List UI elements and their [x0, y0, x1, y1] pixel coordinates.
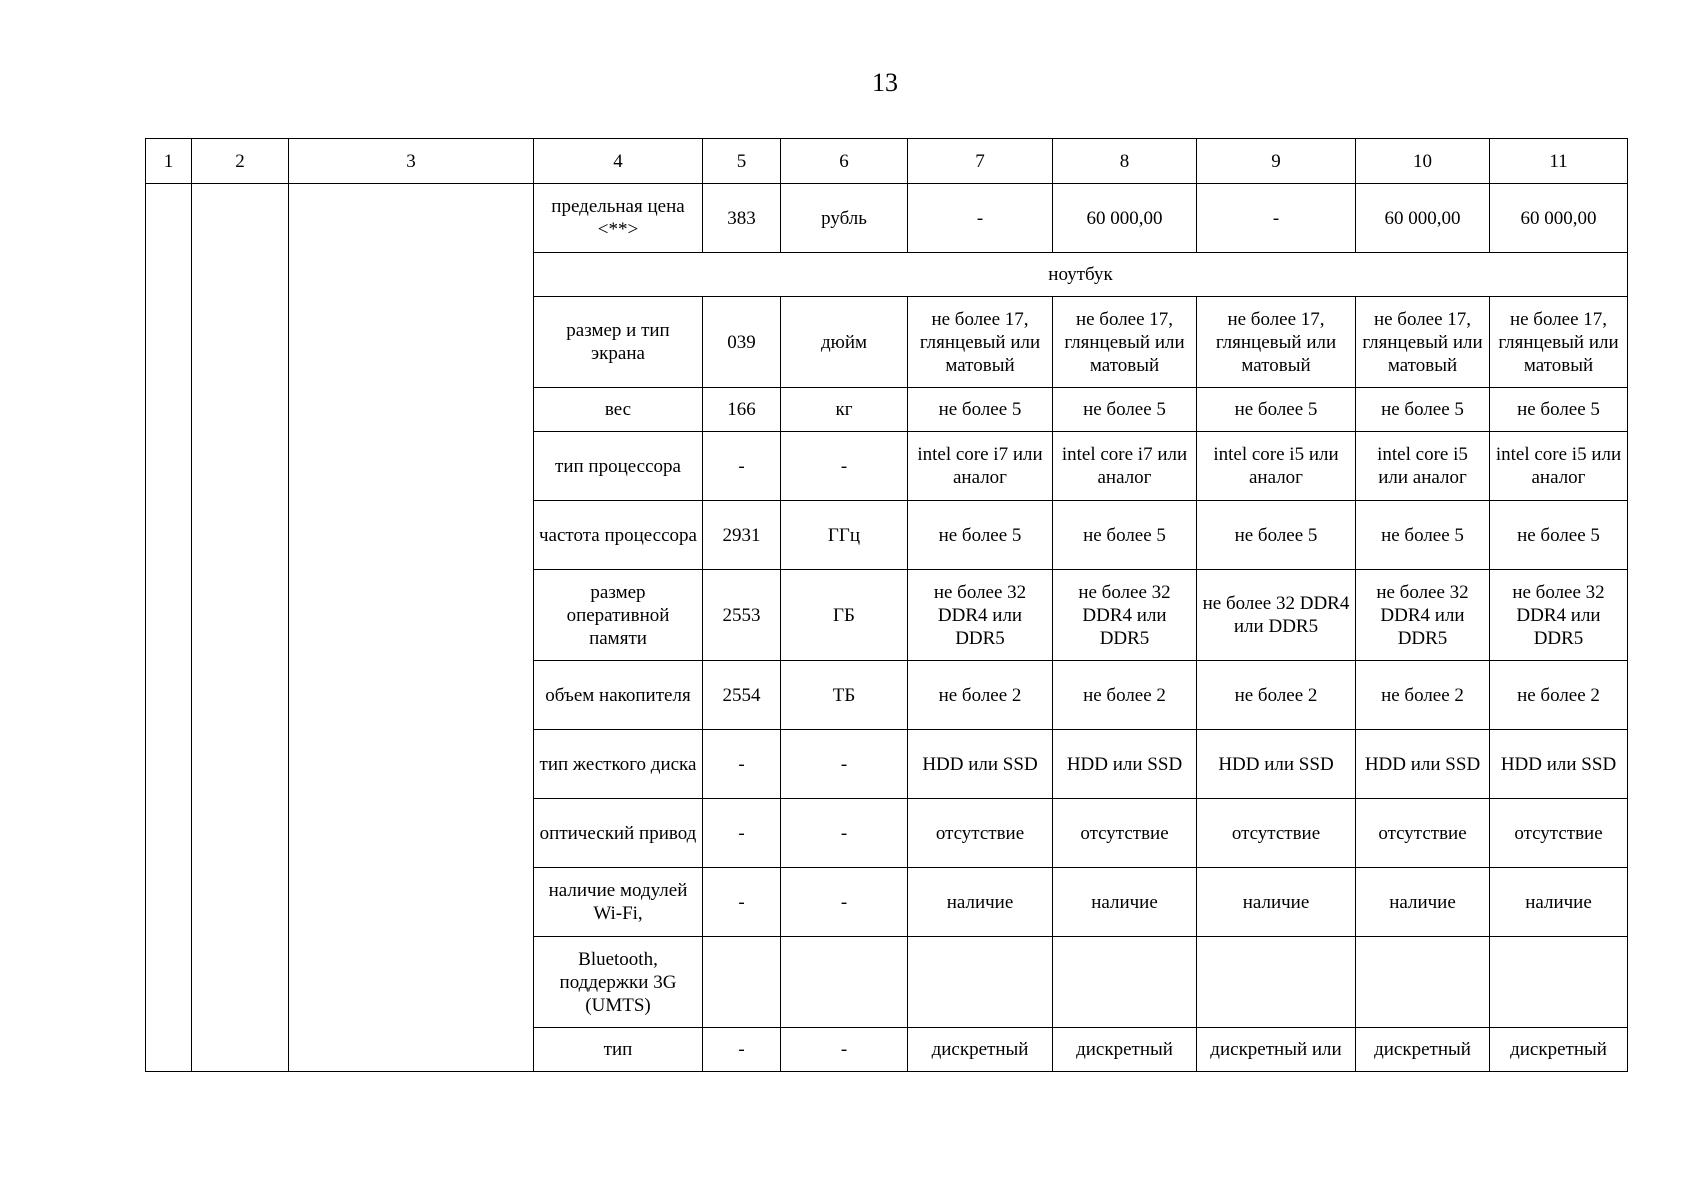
- value-cell: не более 32 DDR4 или DDR5: [1197, 570, 1356, 661]
- value-cell: не более 5: [908, 501, 1053, 570]
- unit-name: -: [781, 730, 908, 799]
- value-cell: не более 2: [1053, 661, 1197, 730]
- value-cell: intel core i5 или аналог: [1490, 432, 1628, 501]
- value-cell: 60 000,00: [1356, 184, 1490, 253]
- header-cell: 11: [1490, 139, 1628, 184]
- value-cell: наличие: [1197, 868, 1356, 937]
- characteristic-name: тип жесткого диска: [534, 730, 703, 799]
- value-cell: [1053, 937, 1197, 1028]
- header-cell: 4: [534, 139, 703, 184]
- value-cell: не более 2: [908, 661, 1053, 730]
- characteristic-name: частота процессора: [534, 501, 703, 570]
- header-cell: 9: [1197, 139, 1356, 184]
- okei-code: -: [703, 730, 781, 799]
- header-cell: 2: [192, 139, 289, 184]
- header-cell: 3: [289, 139, 534, 184]
- characteristics-table: [145, 138, 1628, 1072]
- okei-code: 2931: [703, 501, 781, 570]
- characteristic-name: оптический привод: [534, 799, 703, 868]
- value-cell: наличие: [1053, 868, 1197, 937]
- value-cell: не более 32 DDR4 или DDR5: [1490, 570, 1628, 661]
- unit-name: -: [781, 1028, 908, 1072]
- value-cell: не более 17, глянцевый или матовый: [1053, 297, 1197, 388]
- value-cell: intel core i7 или аналог: [908, 432, 1053, 501]
- value-cell: не более 5: [1197, 388, 1356, 432]
- value-cell: не более 2: [1356, 661, 1490, 730]
- value-cell: дискретный: [908, 1028, 1053, 1072]
- value-cell: HDD или SSD: [1490, 730, 1628, 799]
- okei-code: 383: [703, 184, 781, 253]
- characteristic-name: размер и тип экрана: [534, 297, 703, 388]
- value-cell: отсутствие: [1053, 799, 1197, 868]
- characteristic-name: вес: [534, 388, 703, 432]
- value-cell: не более 5: [908, 388, 1053, 432]
- header-row: [146, 139, 1628, 184]
- value-cell: не более 5: [1053, 388, 1197, 432]
- value-cell: наличие: [908, 868, 1053, 937]
- okei-code: -: [703, 868, 781, 937]
- value-cell: не более 5: [1053, 501, 1197, 570]
- header-cell: 10: [1356, 139, 1490, 184]
- value-cell: HDD или SSD: [1197, 730, 1356, 799]
- value-cell: дискретный или: [1197, 1028, 1356, 1072]
- characteristic-name: размер оперативной памяти: [534, 570, 703, 661]
- value-cell: наличие: [1356, 868, 1490, 937]
- unit-name: -: [781, 868, 908, 937]
- okei-code: -: [703, 1028, 781, 1072]
- value-cell: не более 5: [1197, 501, 1356, 570]
- value-cell: 60 000,00: [1053, 184, 1197, 253]
- okei-code: -: [703, 799, 781, 868]
- characteristic-name: Bluetooth, поддержки 3G (UMTS): [534, 937, 703, 1028]
- value-cell: intel core i5 или аналог: [1197, 432, 1356, 501]
- okei-code: -: [703, 432, 781, 501]
- empty-col-3: [289, 184, 534, 1072]
- okei-code: [703, 937, 781, 1028]
- value-cell: отсутствие: [1356, 799, 1490, 868]
- value-cell: не более 5: [1490, 501, 1628, 570]
- value-cell: не более 5: [1490, 388, 1628, 432]
- unit-name: -: [781, 799, 908, 868]
- value-cell: дискретный: [1356, 1028, 1490, 1072]
- characteristic-name: предельная цена <**>: [534, 184, 703, 253]
- value-cell: intel core i5 или аналог: [1356, 432, 1490, 501]
- header-cell: 5: [703, 139, 781, 184]
- value-cell: отсутствие: [1490, 799, 1628, 868]
- page-number: 13: [872, 68, 898, 97]
- value-cell: дискретный: [1490, 1028, 1628, 1072]
- value-cell: -: [908, 184, 1053, 253]
- value-cell: HDD или SSD: [1356, 730, 1490, 799]
- unit-name: -: [781, 432, 908, 501]
- empty-col-1: [146, 184, 192, 1072]
- unit-name: ГБ: [781, 570, 908, 661]
- unit-name: [781, 937, 908, 1028]
- value-cell: не более 5: [1356, 388, 1490, 432]
- value-cell: наличие: [1490, 868, 1628, 937]
- value-cell: не более 17, глянцевый или матовый: [1356, 297, 1490, 388]
- value-cell: [908, 937, 1053, 1028]
- header-cell: 7: [908, 139, 1053, 184]
- value-cell: не более 2: [1197, 661, 1356, 730]
- value-cell: HDD или SSD: [1053, 730, 1197, 799]
- value-cell: не более 32 DDR4 или DDR5: [908, 570, 1053, 661]
- unit-name: рубль: [781, 184, 908, 253]
- okei-code: 166: [703, 388, 781, 432]
- unit-name: кг: [781, 388, 908, 432]
- value-cell: [1490, 937, 1628, 1028]
- section-title: ноутбук: [534, 253, 1628, 297]
- value-cell: не более 32 DDR4 или DDR5: [1053, 570, 1197, 661]
- characteristic-name: тип: [534, 1028, 703, 1072]
- value-cell: -: [1197, 184, 1356, 253]
- value-cell: отсутствие: [908, 799, 1053, 868]
- value-cell: не более 2: [1490, 661, 1628, 730]
- okei-code: 2553: [703, 570, 781, 661]
- okei-code: 039: [703, 297, 781, 388]
- value-cell: отсутствие: [1197, 799, 1356, 868]
- characteristic-name: объем накопителя: [534, 661, 703, 730]
- value-cell: дискретный: [1053, 1028, 1197, 1072]
- value-cell: intel core i7 или аналог: [1053, 432, 1197, 501]
- price-row: [146, 184, 1628, 253]
- okei-code: 2554: [703, 661, 781, 730]
- unit-name: ГГц: [781, 501, 908, 570]
- value-cell: не более 17, глянцевый или матовый: [908, 297, 1053, 388]
- header-cell: 6: [781, 139, 908, 184]
- value-cell: HDD или SSD: [908, 730, 1053, 799]
- empty-col-2: [192, 184, 289, 1072]
- header-cell: 1: [146, 139, 192, 184]
- unit-name: дюйм: [781, 297, 908, 388]
- value-cell: [1197, 937, 1356, 1028]
- value-cell: [1356, 937, 1490, 1028]
- value-cell: не более 5: [1356, 501, 1490, 570]
- characteristic-name: наличие модулей Wi-Fi,: [534, 868, 703, 937]
- value-cell: не более 17, глянцевый или матовый: [1490, 297, 1628, 388]
- header-cell: 8: [1053, 139, 1197, 184]
- characteristic-name: тип процессора: [534, 432, 703, 501]
- value-cell: 60 000,00: [1490, 184, 1628, 253]
- value-cell: не более 32 DDR4 или DDR5: [1356, 570, 1490, 661]
- value-cell: не более 17, глянцевый или матовый: [1197, 297, 1356, 388]
- unit-name: ТБ: [781, 661, 908, 730]
